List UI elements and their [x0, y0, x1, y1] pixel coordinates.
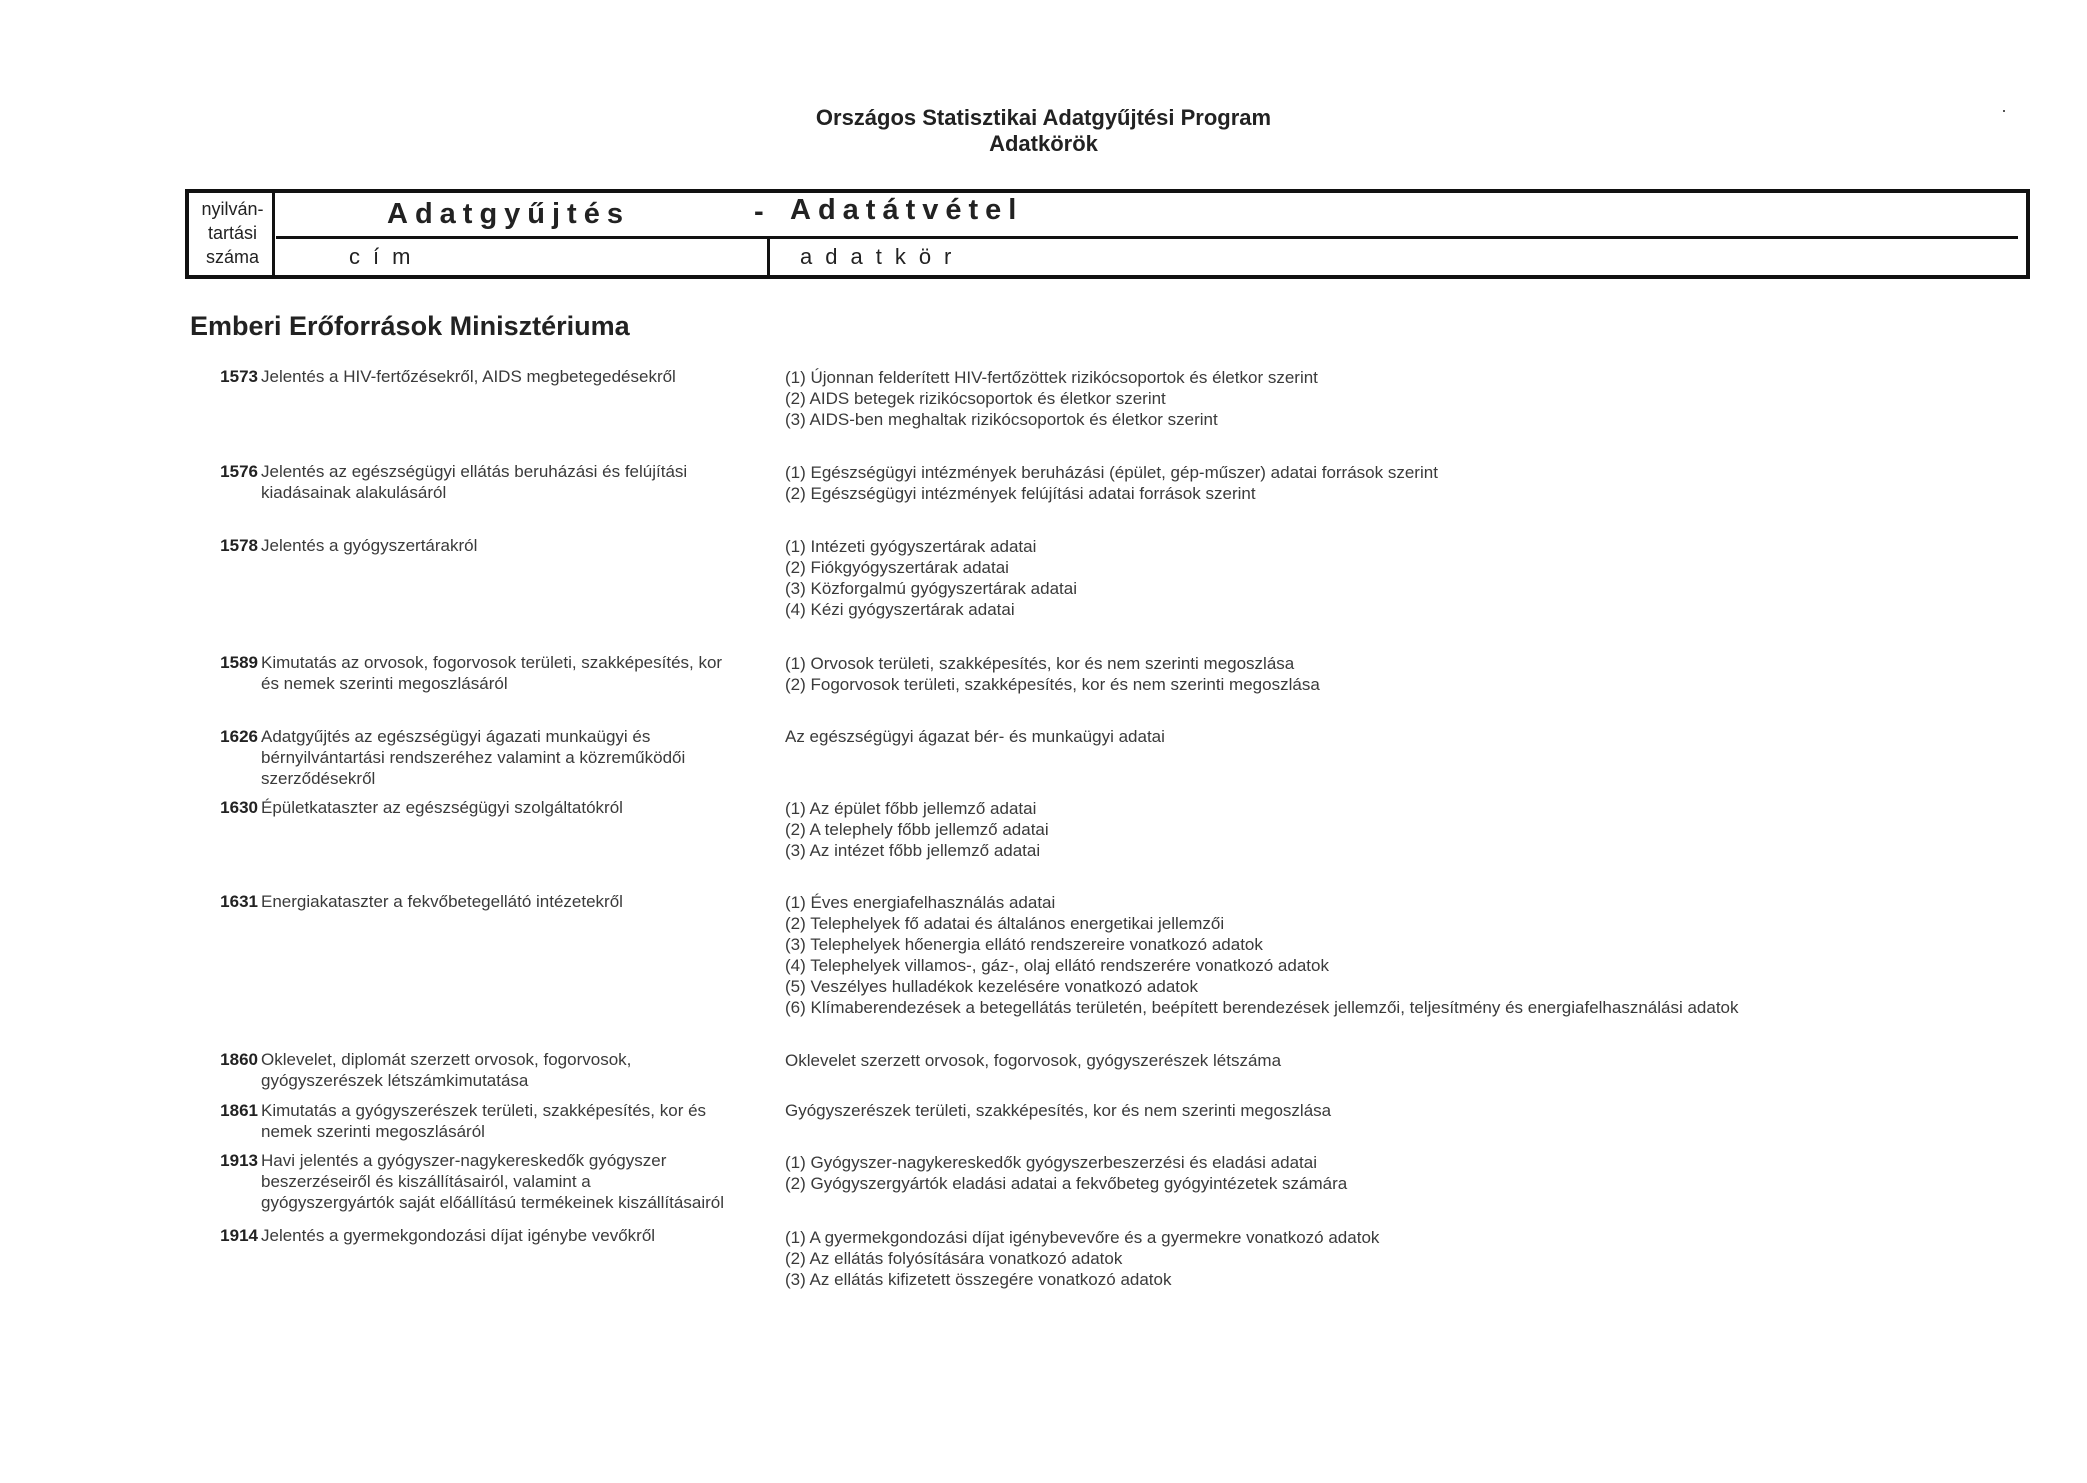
entry-title [261, 366, 781, 387]
entry-title-line: bérnyilvántartási rendszeréhez valamint a közreműködői [261, 748, 686, 767]
entry-title-line: Jelentés a gyermekgondozási díjat igénybe vevőkről [261, 1226, 656, 1245]
entry-scope-item: (2) Az ellátás folyósítására vonatkozó adatok [785, 1249, 1123, 1268]
entry-scope-item: (3) Az intézet főbb jellemző adatai [785, 841, 1041, 860]
entry-number: 1631 [220, 892, 258, 911]
entry-scope-list [785, 726, 2065, 747]
entry-title [261, 535, 781, 556]
entry-title-line: beszerzéseiről és kiszállításairól, valamint a [261, 1172, 591, 1191]
title-column-header: cím [349, 244, 424, 269]
entry-title-line: Kimutatás az orvosok, fogorvosok területi, szakképesítés, kor [261, 653, 723, 672]
entry-scope-list [785, 1152, 2065, 1194]
entry-scope-item: Oklevelet szerzett orvosok, fogorvosok, gyógyszerészek létszáma [785, 1051, 1282, 1070]
id-label-line: tartási [207, 223, 258, 243]
entry-title-line: szerződésekről [261, 769, 376, 788]
entry-number: 1578 [220, 536, 258, 555]
entry-scope-item: (6) Klímaberendezések a betegellátás területén, beépített berendezések jellemzői, teljesítmény és energiafelhasználási adatok [785, 998, 1739, 1017]
header-divider-horizontal [276, 236, 2018, 239]
entry-title-line: nemek szerinti megoszlásáról [261, 1122, 485, 1141]
entry-title [261, 461, 781, 503]
entry-number: 1576 [220, 462, 258, 481]
entry-scope-item: Gyógyszerészek területi, szakképesítés, kor és nem szerinti megoszlása [785, 1101, 1332, 1120]
entry-scope-item: (1) Újonnan felderített HIV-fertőzöttek rizikócsoportok és életkor szerint [785, 368, 1318, 387]
entry-scope-item: (3) Az ellátás kifizetett összegére vonatkozó adatok [785, 1270, 1172, 1289]
entry-scope-item: (1) Intézeti gyógyszertárak adatai [785, 537, 1037, 556]
entry-title [261, 891, 781, 912]
transfer-header: Adatátvétel [790, 194, 1024, 226]
entry-number: 1626 [220, 727, 258, 746]
entry-scope-item: (2) Fogorvosok területi, szakképesítés, kor és nem szerinti megoszlása [785, 675, 1320, 694]
entry-title-line: gyógyszerészek létszámkimutatása [261, 1071, 529, 1090]
entry-scope-item: (2) Gyógyszergyártók eladási adatai a fekvőbeteg gyógyintézetek számára [785, 1174, 1348, 1193]
entry-title [261, 1150, 781, 1213]
entry-title-line: és nemek szerinti megoszlásáról [261, 674, 508, 693]
entry-title-line: Jelentés a HIV-fertőzésekről, AIDS megbetegedésekről [261, 367, 676, 386]
entry-scope-item: (2) AIDS betegek rizikócsoportok és életkor szerint [785, 389, 1166, 408]
entry-scope-item: (1) Orvosok területi, szakképesítés, kor és nem szerinti megoszlása [785, 654, 1295, 673]
scope-column-header: adatkör [800, 244, 965, 269]
entry-scope-item: (2) Egészségügyi intézmények felújítási adatai források szerint [785, 484, 1256, 503]
entry-scope-item: (1) Az épület főbb jellemző adatai [785, 799, 1037, 818]
page-mark [2003, 110, 2005, 112]
entry-scope-item: (5) Veszélyes hulladékok kezelésére vonatkozó adatok [785, 977, 1198, 996]
entry-scope-list [785, 1227, 2065, 1290]
entry-title-line: Havi jelentés a gyógyszer-nagykereskedők gyógyszer [261, 1151, 667, 1170]
entry-number: 1589 [220, 653, 258, 672]
page-title: Országos Statisztikai Adatgyűjtési Program [815, 105, 1272, 130]
entry-scope-list [785, 462, 2065, 504]
id-label-line: nyilván- [201, 199, 264, 219]
entry-scope-item: (1) A gyermekgondozási díjat igénybevevőre és a gyermekre vonatkozó adatok [785, 1228, 1380, 1247]
entry-number: 1860 [220, 1050, 258, 1069]
entry-scope-item: (3) AIDS-ben meghaltak rizikócsoportok és életkor szerint [785, 410, 1218, 429]
column-header-box [185, 189, 2030, 279]
entry-scope-list [785, 1100, 2065, 1121]
entry-title-line: Oklevelet, diplomát szerzett orvosok, fogorvosok, [261, 1050, 632, 1069]
entry-number: 1914 [220, 1226, 258, 1245]
entry-title [261, 1225, 781, 1246]
header-divider-middle [767, 236, 770, 275]
entry-scope-list [785, 798, 2065, 861]
entry-title [261, 797, 781, 818]
entry-title-line: Jelentés az egészségügyi ellátás beruházási és felújítási [261, 462, 688, 481]
entry-scope-list [785, 367, 2065, 430]
ministry-heading: Emberi Erőforrások Minisztériuma [190, 311, 630, 341]
entry-title-line: Jelentés a gyógyszertárakról [261, 536, 478, 555]
entry-scope-item: (1) Egészségügyi intézmények beruházási (épület, gép-műszer) adatai források szerint [785, 463, 1438, 482]
entry-scope-list [785, 653, 2065, 695]
entry-title-line: kiadásainak alakulásáról [261, 483, 447, 502]
page-subtitle: Adatkörök [989, 131, 1098, 156]
entry-title-line: Energiakataszter a fekvőbetegellátó intézetekről [261, 892, 623, 911]
id-label-line: száma [205, 247, 259, 267]
entry-scope-item: (4) Kézi gyógyszertárak adatai [785, 600, 1015, 619]
entry-title [261, 652, 781, 694]
entry-scope-item: (3) Telephelyek hőenergia ellátó rendszereire vonatkozó adatok [785, 935, 1263, 954]
entry-title-line: gyógyszergyártók saját előállítású termékeinek kiszállításairól [261, 1193, 724, 1212]
entry-scope-item: Az egészségügyi ágazat bér- és munkaügyi adatai [785, 727, 1165, 746]
collection-header: Adatgyűjtés [387, 198, 630, 230]
header-dash: - [754, 196, 764, 228]
entry-scope-list [785, 536, 2065, 620]
entry-scope-item: (2) A telephely főbb jellemző adatai [785, 820, 1049, 839]
entry-number: 1913 [220, 1151, 258, 1170]
entry-scope-item: (2) Fiókgyógyszertárak adatai [785, 558, 1009, 577]
entry-number: 1861 [220, 1101, 258, 1120]
entry-title [261, 1100, 781, 1142]
entry-title [261, 726, 781, 789]
entry-scope-list [785, 892, 2065, 1018]
entry-scope-list [785, 1050, 2065, 1071]
entry-scope-item: (1) Gyógyszer-nagykereskedők gyógyszerbeszerzési és eladási adatai [785, 1153, 1317, 1172]
entry-scope-item: (3) Közforgalmú gyógyszertárak adatai [785, 579, 1077, 598]
entry-number: 1630 [220, 798, 258, 817]
entry-scope-item: (1) Éves energiafelhasználás adatai [785, 893, 1056, 912]
entry-title-line: Kimutatás a gyógyszerészek területi, szakképesítés, kor és [261, 1101, 707, 1120]
entry-title [261, 1049, 781, 1091]
entry-number: 1573 [220, 367, 258, 386]
id-number-label [189, 197, 276, 269]
entry-title-line: Épületkataszter az egészségügyi szolgáltatókról [261, 798, 623, 817]
entry-scope-item: (4) Telephelyek villamos-, gáz-, olaj ellátó rendszerére vonatkozó adatok [785, 956, 1329, 975]
entry-title-line: Adatgyűjtés az egészségügyi ágazati munkaügyi és [261, 727, 651, 746]
entry-scope-item: (2) Telephelyek fő adatai és általános energetikai jellemzői [785, 914, 1225, 933]
